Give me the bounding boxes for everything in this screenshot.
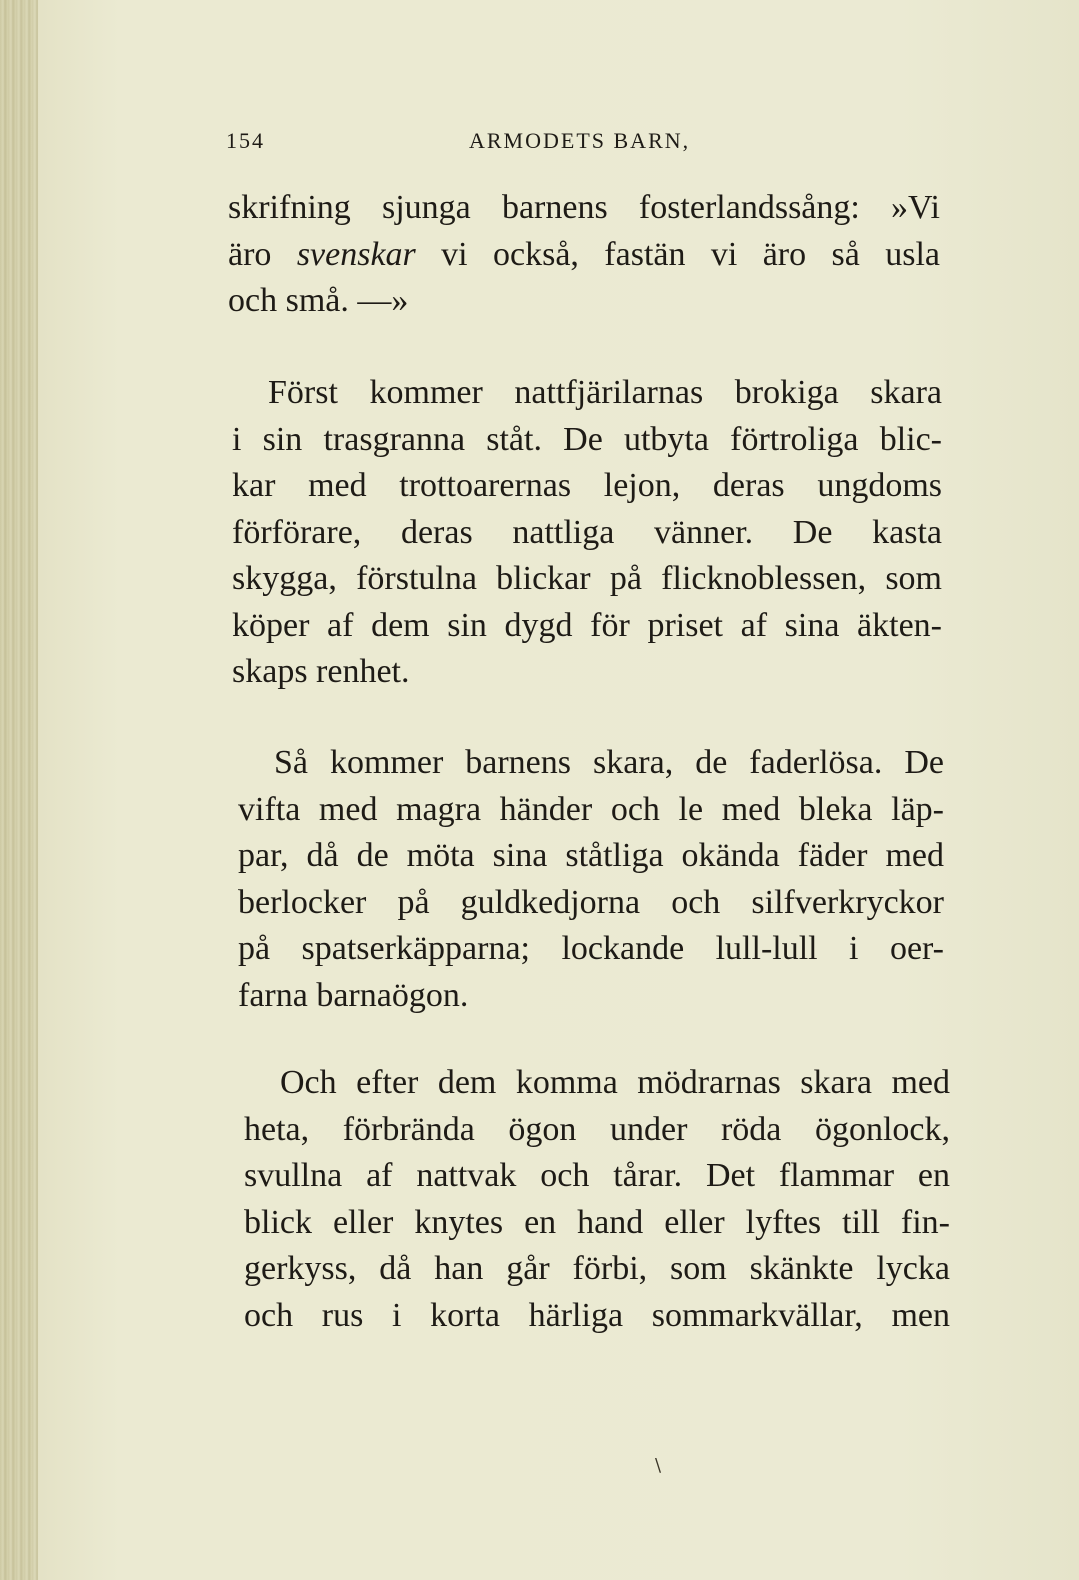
text-line: blick eller knytes en hand eller lyftes till fin- [244, 1203, 950, 1241]
text-line: förförare, deras nattliga vänner. De kasta [232, 513, 942, 551]
text-line: i sin trasgranna ståt. De utbyta förtroliga blic- [232, 420, 942, 458]
text-line: och små. —» [228, 282, 409, 319]
text-line: köper af dem sin dygd för priset af sina äkten- [232, 606, 942, 644]
text-line: på spatserkäpparna; lockande lull-lull i oer- [238, 930, 944, 967]
page-number: 154 [226, 128, 265, 153]
text-line: farna barnaögon. [238, 976, 469, 1014]
text-line: skrifning sjunga barnens fosterlandssång: »Vi [228, 189, 940, 226]
text-line: skygga, förstulna blickar på flicknoblessen, som [232, 560, 942, 597]
page-binding-edge [0, 0, 38, 1580]
text-line [228, 232, 940, 279]
text-line: par, då de möta sina ståtliga okända fäder med [238, 837, 944, 874]
text-line: Först kommer nattfjärilarnas brokiga skara [268, 374, 942, 411]
text-fragment: vi också, fastän vi äro så usla [415, 235, 940, 273]
text-line: svullna af nattvak och tårar. Det flammar en [244, 1157, 950, 1194]
text-line: Så kommer barnens skara, de faderlösa. De [274, 744, 944, 781]
text-line: heta, förbrända ögon under röda ögonlock, [244, 1110, 950, 1148]
running-title: ARMODETS BARN, [469, 128, 691, 153]
text-fragment: äro [228, 235, 297, 273]
ink-speck: \ [655, 1455, 662, 1476]
text-line: vifta med magra händer och le med bleka läp- [238, 790, 944, 828]
italic-word: svenskar [296, 235, 416, 273]
text-line: och rus i korta härliga sommarkvällar, men [244, 1296, 950, 1334]
text-line: berlocker på guldkedjorna och silfverkryckor [238, 883, 944, 921]
paragraph-2 [232, 370, 942, 696]
text-line: gerkyss, då han går förbi, som skänkte lycka [244, 1250, 950, 1287]
text-line: Och efter dem komma mödrarnas skara med [280, 1064, 950, 1101]
paragraph-1 [228, 185, 940, 325]
paragraph-3 [238, 740, 944, 1019]
text-line: kar med trottoarernas lejon, deras ungdoms [232, 467, 942, 504]
running-header [226, 128, 726, 160]
text-line: skaps renhet. [232, 653, 410, 690]
paragraph-4 [244, 1060, 950, 1339]
